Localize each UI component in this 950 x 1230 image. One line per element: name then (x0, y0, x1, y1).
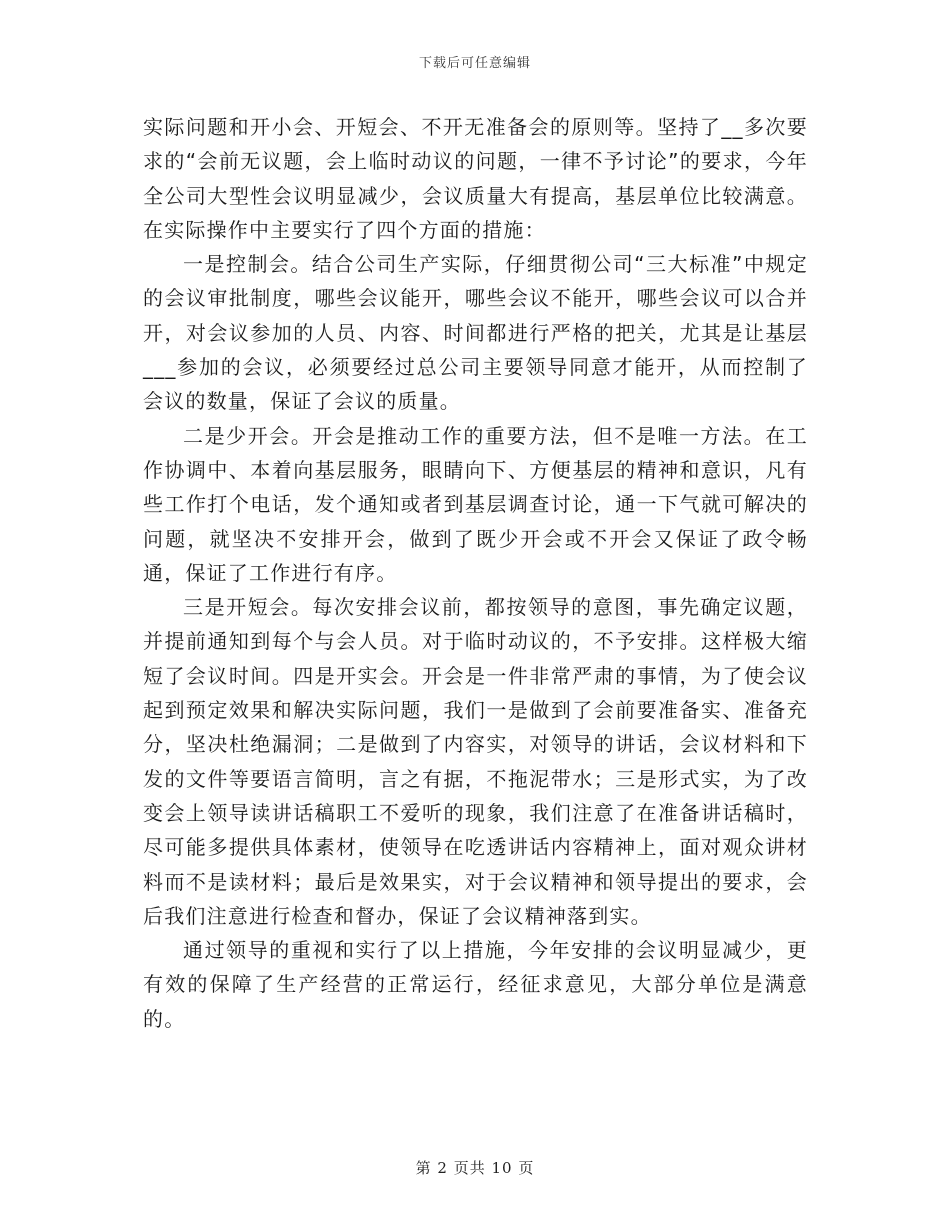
paragraph-continuation: 实际问题和开小会、开短会、不开无准备会的原则等。坚持了__多次要求的“会前无议题，会上临时动议的问题，一律不予讨论”的要求，今年全公司大型性会议明显减少，会议质量大有提高，基层单位比较满意。在实际操作中主要实行了四个方面的措施： (143, 115, 808, 242)
paragraph-control-meetings: 一是控制会。结合公司生产实际，仔细贯彻公司“三大标准”中规定的会议审批制度，哪些会议能开，哪些会议不能开，哪些会议可以合并开，对会议参加的人员、内容、时间都进行严格的把关，尤其是让基层___参加的会议，必须要经过总公司主要领导同意才能开，从而控制了会议的数量，保证了会议的质量。 (143, 252, 808, 414)
page-number: 第 2 页共 10 页 (415, 1159, 535, 1177)
paragraph-fewer-meetings: 二是少开会。开会是推动工作的重要方法，但不是唯一方法。在工作协调中、本着向基层服务，眼睛向下、方便基层的精神和意识，凡有些工作打个电话，发个通知或者到基层调查讨论，通一下气就可解决的问题，就坚决不安排开会，做到了既少开会或不开会又保证了政令畅通，保证了工作进行有序。 (143, 423, 808, 585)
paragraph-short-meetings: 三是开短会。每次安排会议前，都按领导的意图，事先确定议题，并提前通知到每个与会人员。对于临时动议的，不予安排。这样极大缩短了会议时间。四是开实会。开会是一件非常严肃的事情，为了使会议起到预定效果和解决实际问题，我们一是做到了会前要准备实、准备充分，坚决杜绝漏洞；二是做到了内容实，对领导的讲话，会议材料和下发的文件等要语言简明，言之有据，不拖泥带水；三是形式实，为了改变会上领导读讲话稿职工不爱听的现象，我们注意了在准备讲话稿时，尽可能多提供具体素材，使领导在吃透讲话内容精神上，面对观众讲材料而不是读材料；最后是效果实，对于会议精神和领导提出的要求，会后我们注意进行检查和督办，保证了会议精神落到实。 (143, 595, 808, 928)
document-body (143, 110, 808, 1036)
page-header: 下载后可任意编辑 (418, 56, 531, 71)
paragraph-conclusion: 通过领导的重视和实行了以上措施，今年安排的会议明显减少，更有效的保障了生产经营的正常运行，经征求意见，大部分单位是满意的。 (143, 938, 808, 1031)
